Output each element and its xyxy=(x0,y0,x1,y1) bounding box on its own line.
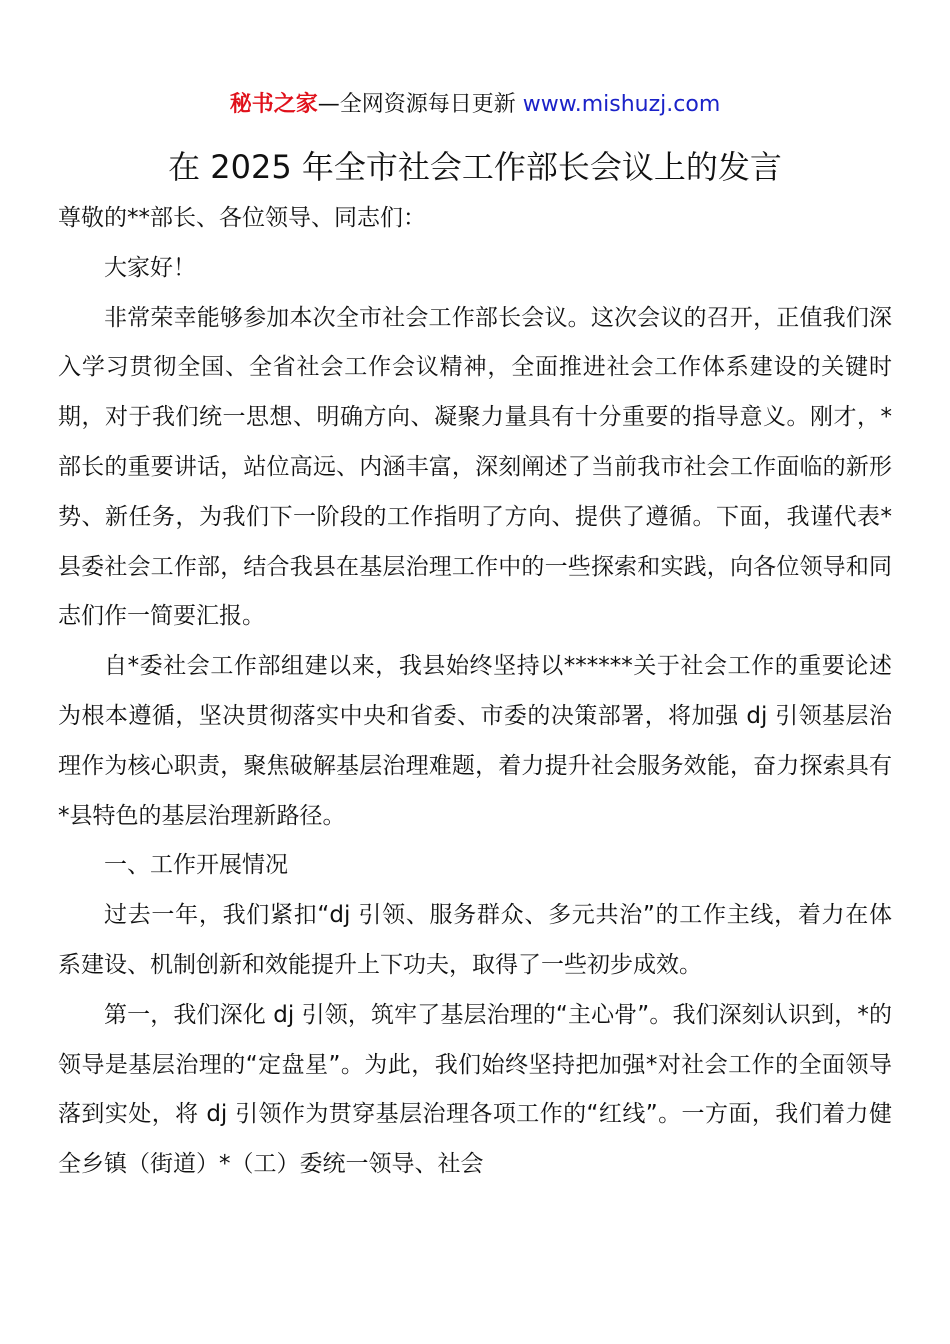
site-url-link[interactable]: www.mishuzj.com xyxy=(522,92,721,117)
brand-name: 秘书之家 xyxy=(229,92,318,117)
document-body xyxy=(58,194,892,1190)
salutation: 尊敬的**部长、各位领导、同志们： xyxy=(58,205,426,231)
paragraph-overview: 自*委社会工作部组建以来，我县始终坚持以******关于社会工作的重要论述为根本遵循，坚决贯彻落实中央和省委、市委的决策部署，将加强 dj 引领基层治理作为核心职责，聚焦破解基层治理难题，着力提升社会服务效能，奋力探索具有*县特色的基层治理新路径。 xyxy=(58,653,892,829)
document-title: 在 2025 年全市社会工作部长会议上的发言 xyxy=(168,148,782,186)
banner-tagline: —全网资源每日更新 xyxy=(317,92,523,117)
site-banner xyxy=(0,88,950,122)
paragraph-greeting: 大家好！ xyxy=(104,254,196,281)
paragraph-first-point: 第一，我们深化 dj 引领，筑牢了基层治理的“主心骨”。我们深刻认识到，*的领导是基层治理的“定盘星”。为此，我们始终坚持把加强*对社会工作的全面领导落到实处，将 dj 引领作为贯穿基层治理各项工作的“红线”。一方面，我们着力健全乡镇（街道）*（工）委统一领导、社会 xyxy=(58,1001,892,1178)
paragraph-intro: 非常荣幸能够参加本次全市社会工作部长会议。这次会议的召开，正值我们深入学习贯彻全国、全省社会工作会议精神，全面推进社会工作体系建设的关键时期，对于我们统一思想、明确方向、凝聚力量具有十分重要的指导意义。刚才，*部长的重要讲话，站位高远、内涵丰富，深刻阐述了当前我市社会工作面临的新形势、新任务，为我们下一阶段的工作指明了方向、提供了遵循。下面，我谨代表*县委社会工作部，结合我县在基层治理工作中的一些探索和实践，向各位领导和同志们作一简要汇报。 xyxy=(58,304,892,630)
section-heading: 一、工作开展情况 xyxy=(104,852,288,879)
paragraph-summary: 过去一年，我们紧扣“dj 引领、服务群众、多元共治”的工作主线，着力在体系建设、机制创新和效能提升上下功夫，取得了一些初步成效。 xyxy=(58,902,892,978)
